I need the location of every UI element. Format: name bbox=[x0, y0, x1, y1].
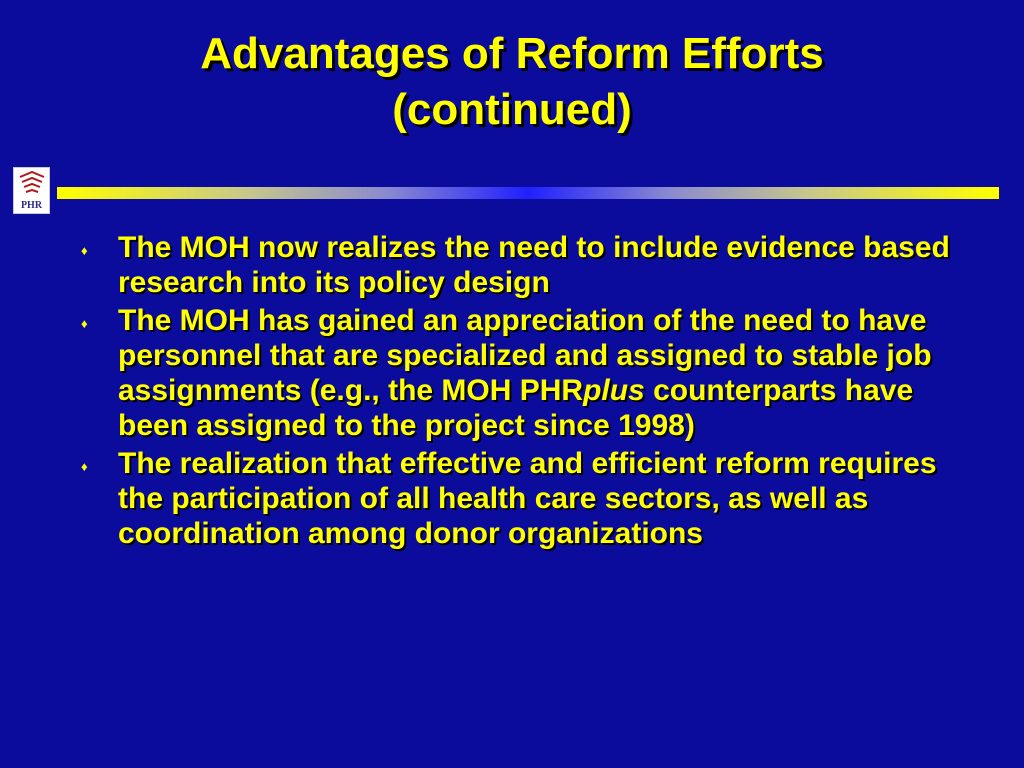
diamond-bullet-icon: ♦ bbox=[81, 459, 88, 474]
logo-text: PHR bbox=[20, 200, 43, 211]
bullet-list bbox=[78, 230, 978, 554]
bullet-item bbox=[78, 446, 978, 551]
bullet-text: The realization that effective and efficient reform requires the participation of all health care sectors, as well as coordination among donor organizations bbox=[118, 447, 937, 550]
slide-title bbox=[0, 26, 1024, 138]
diamond-bullet-icon: ♦ bbox=[81, 316, 88, 331]
bullet-item bbox=[78, 303, 978, 443]
bullet-text-pre: The MOH has gained an appreciation of the need to have personnel that are specialized and assigned to stable job assignments (e.g., the MOH PHR bbox=[118, 304, 932, 407]
bullet-text: The MOH now realizes the need to include evidence based research into its policy design bbox=[118, 231, 950, 299]
bullet-text-italic: plus bbox=[583, 374, 645, 407]
diamond-bullet-icon: ♦ bbox=[81, 243, 88, 258]
bullet-item bbox=[78, 230, 978, 300]
title-line-2: (continued) bbox=[392, 85, 632, 134]
title-line-1: Advantages of Reform Efforts bbox=[200, 29, 824, 78]
title-divider bbox=[57, 187, 999, 199]
logo-mark-icon bbox=[18, 171, 46, 195]
bullet-text-post: counterparts have been assigned to the project since 1998) bbox=[118, 374, 914, 442]
phr-logo bbox=[13, 167, 50, 214]
